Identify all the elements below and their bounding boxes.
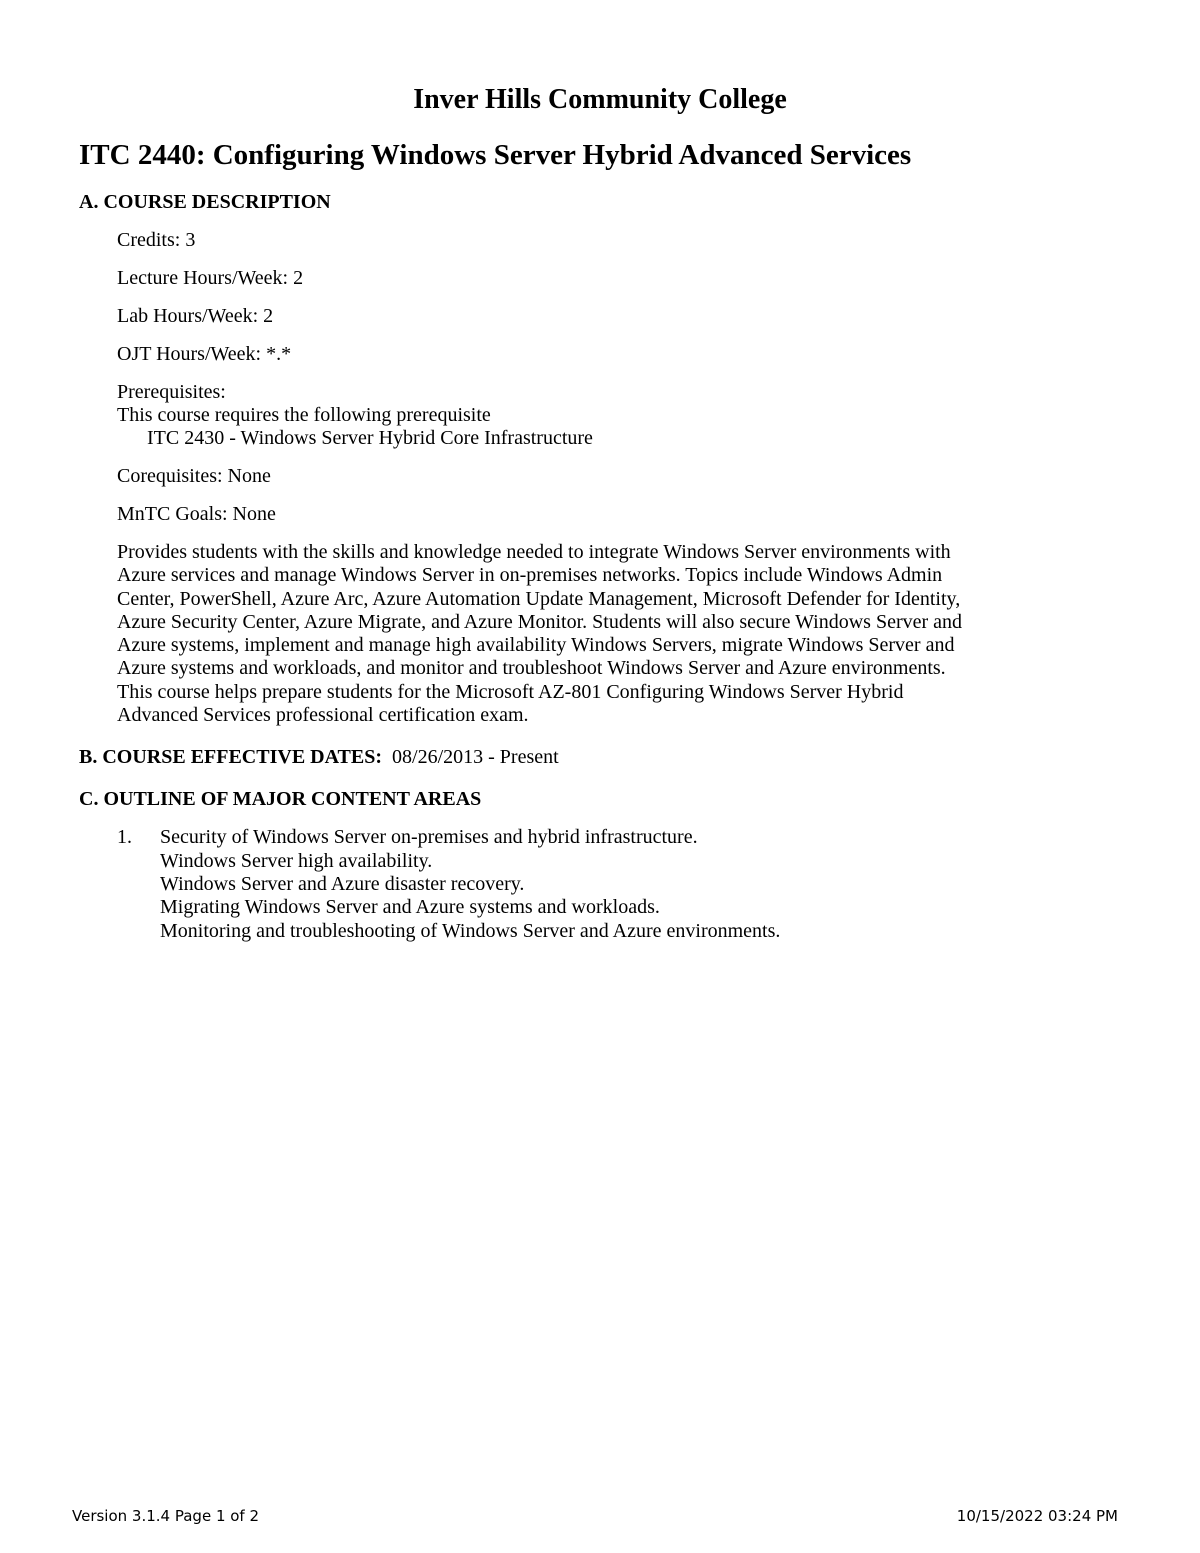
outline-list [79, 826, 1179, 942]
outline-item: Windows Server and Azure disaster recovery. [160, 872, 525, 895]
section-c-heading: C. OUTLINE OF MAJOR CONTENT AREAS [79, 788, 482, 811]
prerequisites-label: Prerequisites: [117, 381, 226, 403]
mntc-goals: MnTC Goals: None [117, 503, 276, 525]
description-line: Azure systems and workloads, and monitor and troubleshoot Windows Server and Azure environments. [117, 657, 946, 680]
section-b-heading: B. COURSE EFFECTIVE DATES: [79, 746, 383, 769]
outline-item: Windows Server high availability. [160, 849, 433, 872]
corequisites: Corequisites: None [117, 465, 271, 487]
section-b [79, 746, 1179, 769]
ojt-hours: OJT Hours/Week: *.* [117, 343, 292, 365]
outline-items [160, 826, 780, 942]
section-a-heading: A. COURSE DESCRIPTION [79, 191, 331, 213]
description-line: Center, PowerShell, Azure Arc, Azure Automation Update Management, Microsoft Defender for Identity, [117, 587, 961, 610]
credits: Credits: 3 [117, 229, 196, 251]
college-name: Inver Hills Community College [413, 84, 787, 115]
effective-dates: 08/26/2013 - Present [392, 746, 559, 769]
description-line: Azure systems, implement and manage high availability Windows Servers, migrate Windows Server and [117, 634, 955, 657]
course-title: ITC 2440: Configuring Windows Server Hybrid Advanced Services [79, 139, 912, 171]
course-description [117, 541, 1179, 727]
description-line: Provides students with the skills and knowledge needed to integrate Windows Server environments with [117, 541, 951, 563]
outline-item: Migrating Windows Server and Azure systems and workloads. [160, 896, 660, 919]
footer-version: Version 3.1.4 Page 1 of 2 [72, 1507, 260, 1525]
lecture-hours: Lecture Hours/Week: 2 [117, 267, 304, 289]
description-line: Advanced Services professional certification exam. [117, 704, 529, 727]
description-line: Azure services and manage Windows Server in on-premises networks. Topics include Windows Admin [117, 564, 943, 587]
description-line: Azure Security Center, Azure Migrate, and Azure Monitor. Students will also secure Windows Server and [117, 610, 963, 633]
document-body [79, 84, 1179, 943]
outline-item: Security of Windows Server on-premises and hybrid infrastructure. [160, 826, 698, 849]
prerequisite-course: ITC 2430 - Windows Server Hybrid Core Infrastructure [147, 427, 593, 449]
description-line: This course helps prepare students for the Microsoft AZ-801 Configuring Windows Server Hybrid [117, 680, 904, 703]
footer-timestamp: 10/15/2022 03:24 PM [956, 1507, 1118, 1525]
lab-hours: Lab Hours/Week: 2 [117, 305, 274, 327]
prerequisites-text: This course requires the following prerequisite [117, 404, 491, 426]
outline-item: Monitoring and troubleshooting of Windows Server and Azure environments. [160, 919, 781, 942]
list-number: 1. [117, 826, 132, 849]
